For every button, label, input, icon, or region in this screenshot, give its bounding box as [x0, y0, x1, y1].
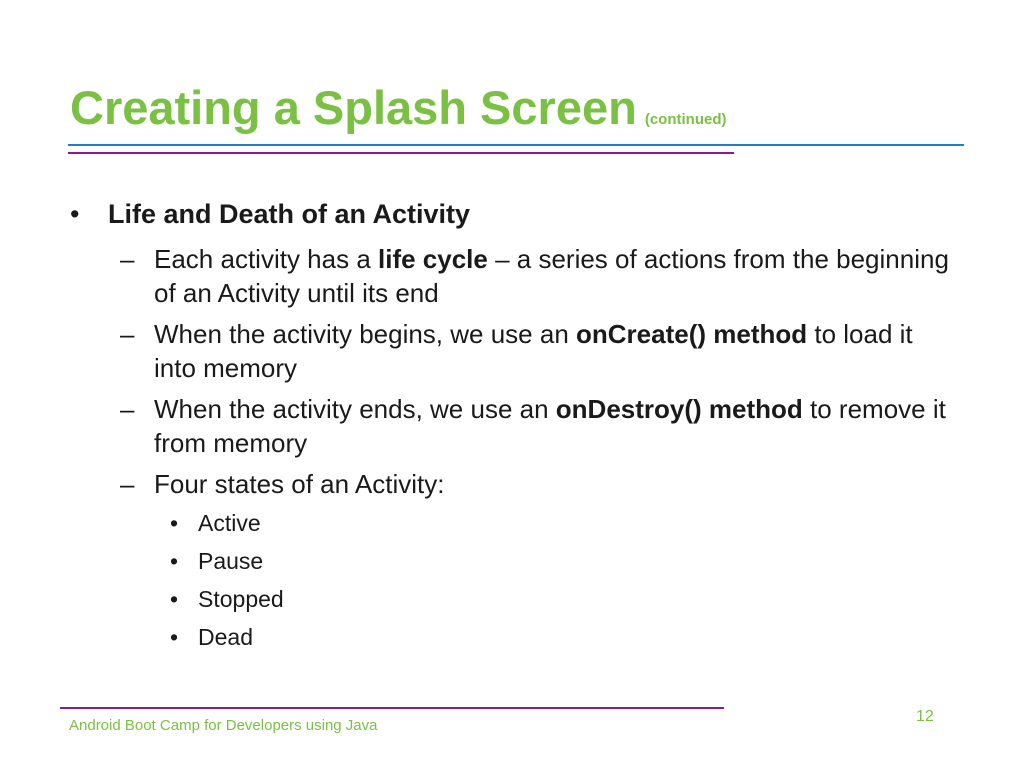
text-run: Each activity has a: [154, 244, 378, 274]
dash-marker: –: [120, 469, 135, 499]
bullet-heading: [70, 198, 950, 230]
title-main: Creating a Splash Screen: [70, 81, 637, 134]
bullet-marker: •: [170, 586, 179, 612]
sub-bullet-text: [154, 467, 950, 501]
bullet-marker: •: [170, 624, 179, 650]
page-number: 12: [916, 708, 934, 725]
sub-bullet-oncreate: [120, 317, 950, 385]
sub-bullet-life-cycle: [120, 242, 950, 310]
dash-marker: –: [120, 244, 135, 274]
bold-term: onDestroy() method: [555, 394, 803, 424]
footer-rule: [60, 707, 724, 709]
text-run: When the activity begins, we use an: [154, 319, 577, 349]
title-suffix: (continued): [644, 111, 727, 128]
sub-bullet-ondestroy: [120, 392, 950, 460]
title-rule-purple: [68, 152, 734, 154]
bold-term: onCreate() method: [576, 319, 808, 349]
state-label: Stopped: [198, 586, 284, 612]
text-run: Four states of an Activity:: [154, 469, 445, 499]
state-item-pause: [170, 546, 950, 576]
dash-marker: –: [120, 319, 135, 349]
footer-text: Android Boot Camp for Developers using Java: [69, 717, 378, 734]
heading-text: Life and Death of an Activity: [108, 199, 471, 229]
bullet-marker: •: [170, 548, 179, 574]
state-label: Dead: [198, 624, 253, 650]
state-label: Pause: [198, 548, 264, 574]
sub-bullet-text: [154, 392, 950, 460]
slide-content: [70, 198, 950, 660]
state-item-dead: [170, 622, 950, 652]
bullet-marker: •: [170, 510, 179, 536]
sub-bullet-text: [154, 242, 950, 310]
text-run: to load it into memory: [154, 319, 913, 383]
text-run: to remove it from memory: [154, 394, 946, 458]
slide-title: [70, 78, 726, 150]
state-label: Active: [198, 510, 261, 536]
bold-term: life cycle: [378, 244, 488, 274]
state-item-stopped: [170, 584, 950, 614]
title-rule-blue: [68, 144, 964, 146]
sub-bullet-text: [154, 317, 950, 385]
text-run: When the activity ends, we use an: [154, 394, 556, 424]
text-run: – a series of actions from the beginning of an Activity until its end: [154, 244, 949, 308]
state-item-active: [170, 508, 950, 538]
bullet-marker: •: [70, 199, 80, 229]
sub-bullet-four-states: [120, 467, 950, 501]
dash-marker: –: [120, 394, 135, 424]
